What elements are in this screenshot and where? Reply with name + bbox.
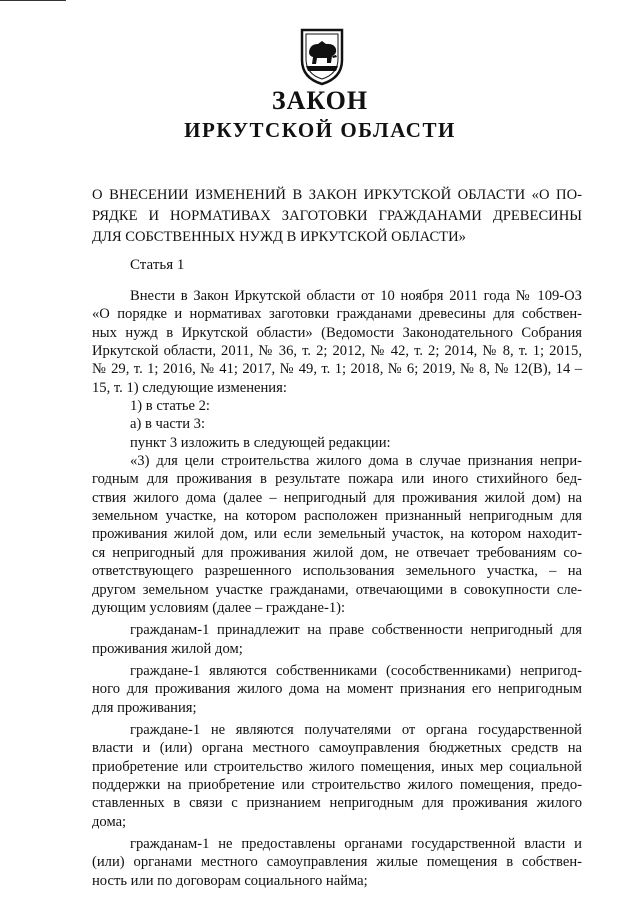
- body-line: проживания жилой дом, или если земельный участок, на котором находит-: [92, 526, 582, 543]
- body-line: ность или по договорам социального найма;: [92, 872, 368, 889]
- body-line: «3) для цели строительства жилого дома в случае признания непри-: [130, 453, 582, 470]
- body-line: ствия жилого дома (далее – непригодный для проживания жилой дом) на: [92, 489, 582, 506]
- irkutsk-coat-of-arms-icon: [296, 26, 348, 86]
- top-edge-rule: [0, 0, 66, 1]
- body-line: граждане-1 являются собственниками (сособственниками) непригод-: [130, 662, 582, 679]
- body-line: проживания жилой дом;: [92, 640, 243, 657]
- body-line: гражданам-1 принадлежит на праве собственности непригодный для: [130, 622, 582, 639]
- article-body: [92, 287, 582, 890]
- body-line: для проживания;: [92, 699, 197, 716]
- body-line: власти и (или) органа местного самоуправления бюджетных средств на: [92, 740, 582, 757]
- body-line: ного для проживания жилого дома на момент признания его непригодным: [92, 681, 582, 698]
- body-line: приобретение или строительство жилого помещения, иных мер социальной: [92, 758, 582, 775]
- body-line: дома;: [92, 813, 127, 830]
- body-line: ставленных в связи с признанием непригодным для проживания жилого: [92, 795, 582, 812]
- body-line: ных нужд в Иркутской области» (Ведомости Законодательного Собрания: [92, 324, 582, 341]
- heading-line: О ВНЕСЕНИИ ИЗМЕНЕНИЙ В ЗАКОН ИРКУТСКОЙ ОБЛАСТИ «О ПО-: [92, 187, 582, 203]
- law-title: ЗАКОН: [271, 86, 369, 115]
- body-line: 1) в статье 2:: [130, 398, 210, 415]
- body-line: а) в части 3:: [130, 416, 206, 433]
- body-line: годным для проживания в результате пожара или иного стихийного бед-: [92, 471, 582, 488]
- body-line: (или) органами местного самоуправления жилые помещения в собствен-: [92, 854, 582, 871]
- body-line: ответствующего разрешенного использования земельного участка, – на: [92, 563, 582, 580]
- body-line: Внести в Закон Иркутской области от 10 ноября 2011 года № 109-ОЗ: [130, 288, 582, 304]
- law-heading: [92, 185, 582, 248]
- body-line: земельном участке, на котором расположен признанный непригодным для: [92, 508, 582, 525]
- body-line: ся непригодный для проживания жилой дом, не отвечает требованиям со-: [92, 544, 582, 561]
- body-line: пункт 3 изложить в следующей редакции:: [130, 434, 391, 451]
- body-line: граждане-1 не являются получателями от органа государственной: [130, 721, 582, 738]
- body-line: № 29, т. 1; 2016, № 41; 2017, № 49, т. 1; 2018, № 6; 2019, № 8, № 12(В), 14 –: [92, 361, 582, 378]
- body-line: дующим условиям (далее – граждане-1):: [92, 599, 346, 616]
- law-region: ИРКУТСКОЙ ОБЛАСТИ: [184, 118, 456, 142]
- heading-line: РЯДКЕ И НОРМАТИВАХ ЗАГОТОВКИ ГРАЖДАНАМИ ДРЕВЕСИНЫ: [92, 208, 582, 224]
- heading-line: ДЛЯ СОБСТВЕННЫХ НУЖД В ИРКУТСКОЙ ОБЛАСТИ»: [92, 229, 466, 245]
- body-line: другом земельном участке гражданами, отвечающими в совокупности сле-: [92, 581, 582, 598]
- body-line: гражданам-1 не предоставлены органами государственной власти и: [130, 835, 582, 852]
- body-line: 15, т. 1) следующие изменения:: [92, 379, 287, 396]
- body-line: «О порядке и нормативах заготовки гражданами древесины для собствен-: [92, 306, 582, 323]
- article-number: Статья 1: [130, 257, 185, 273]
- body-line: поддержки на приобретение или строительство жилого помещения, предо-: [92, 776, 582, 793]
- body-line: Иркутской области, 2011, № 36, т. 2; 2012, № 42, т. 2; 2014, № 8, т. 1; 2015,: [92, 343, 582, 360]
